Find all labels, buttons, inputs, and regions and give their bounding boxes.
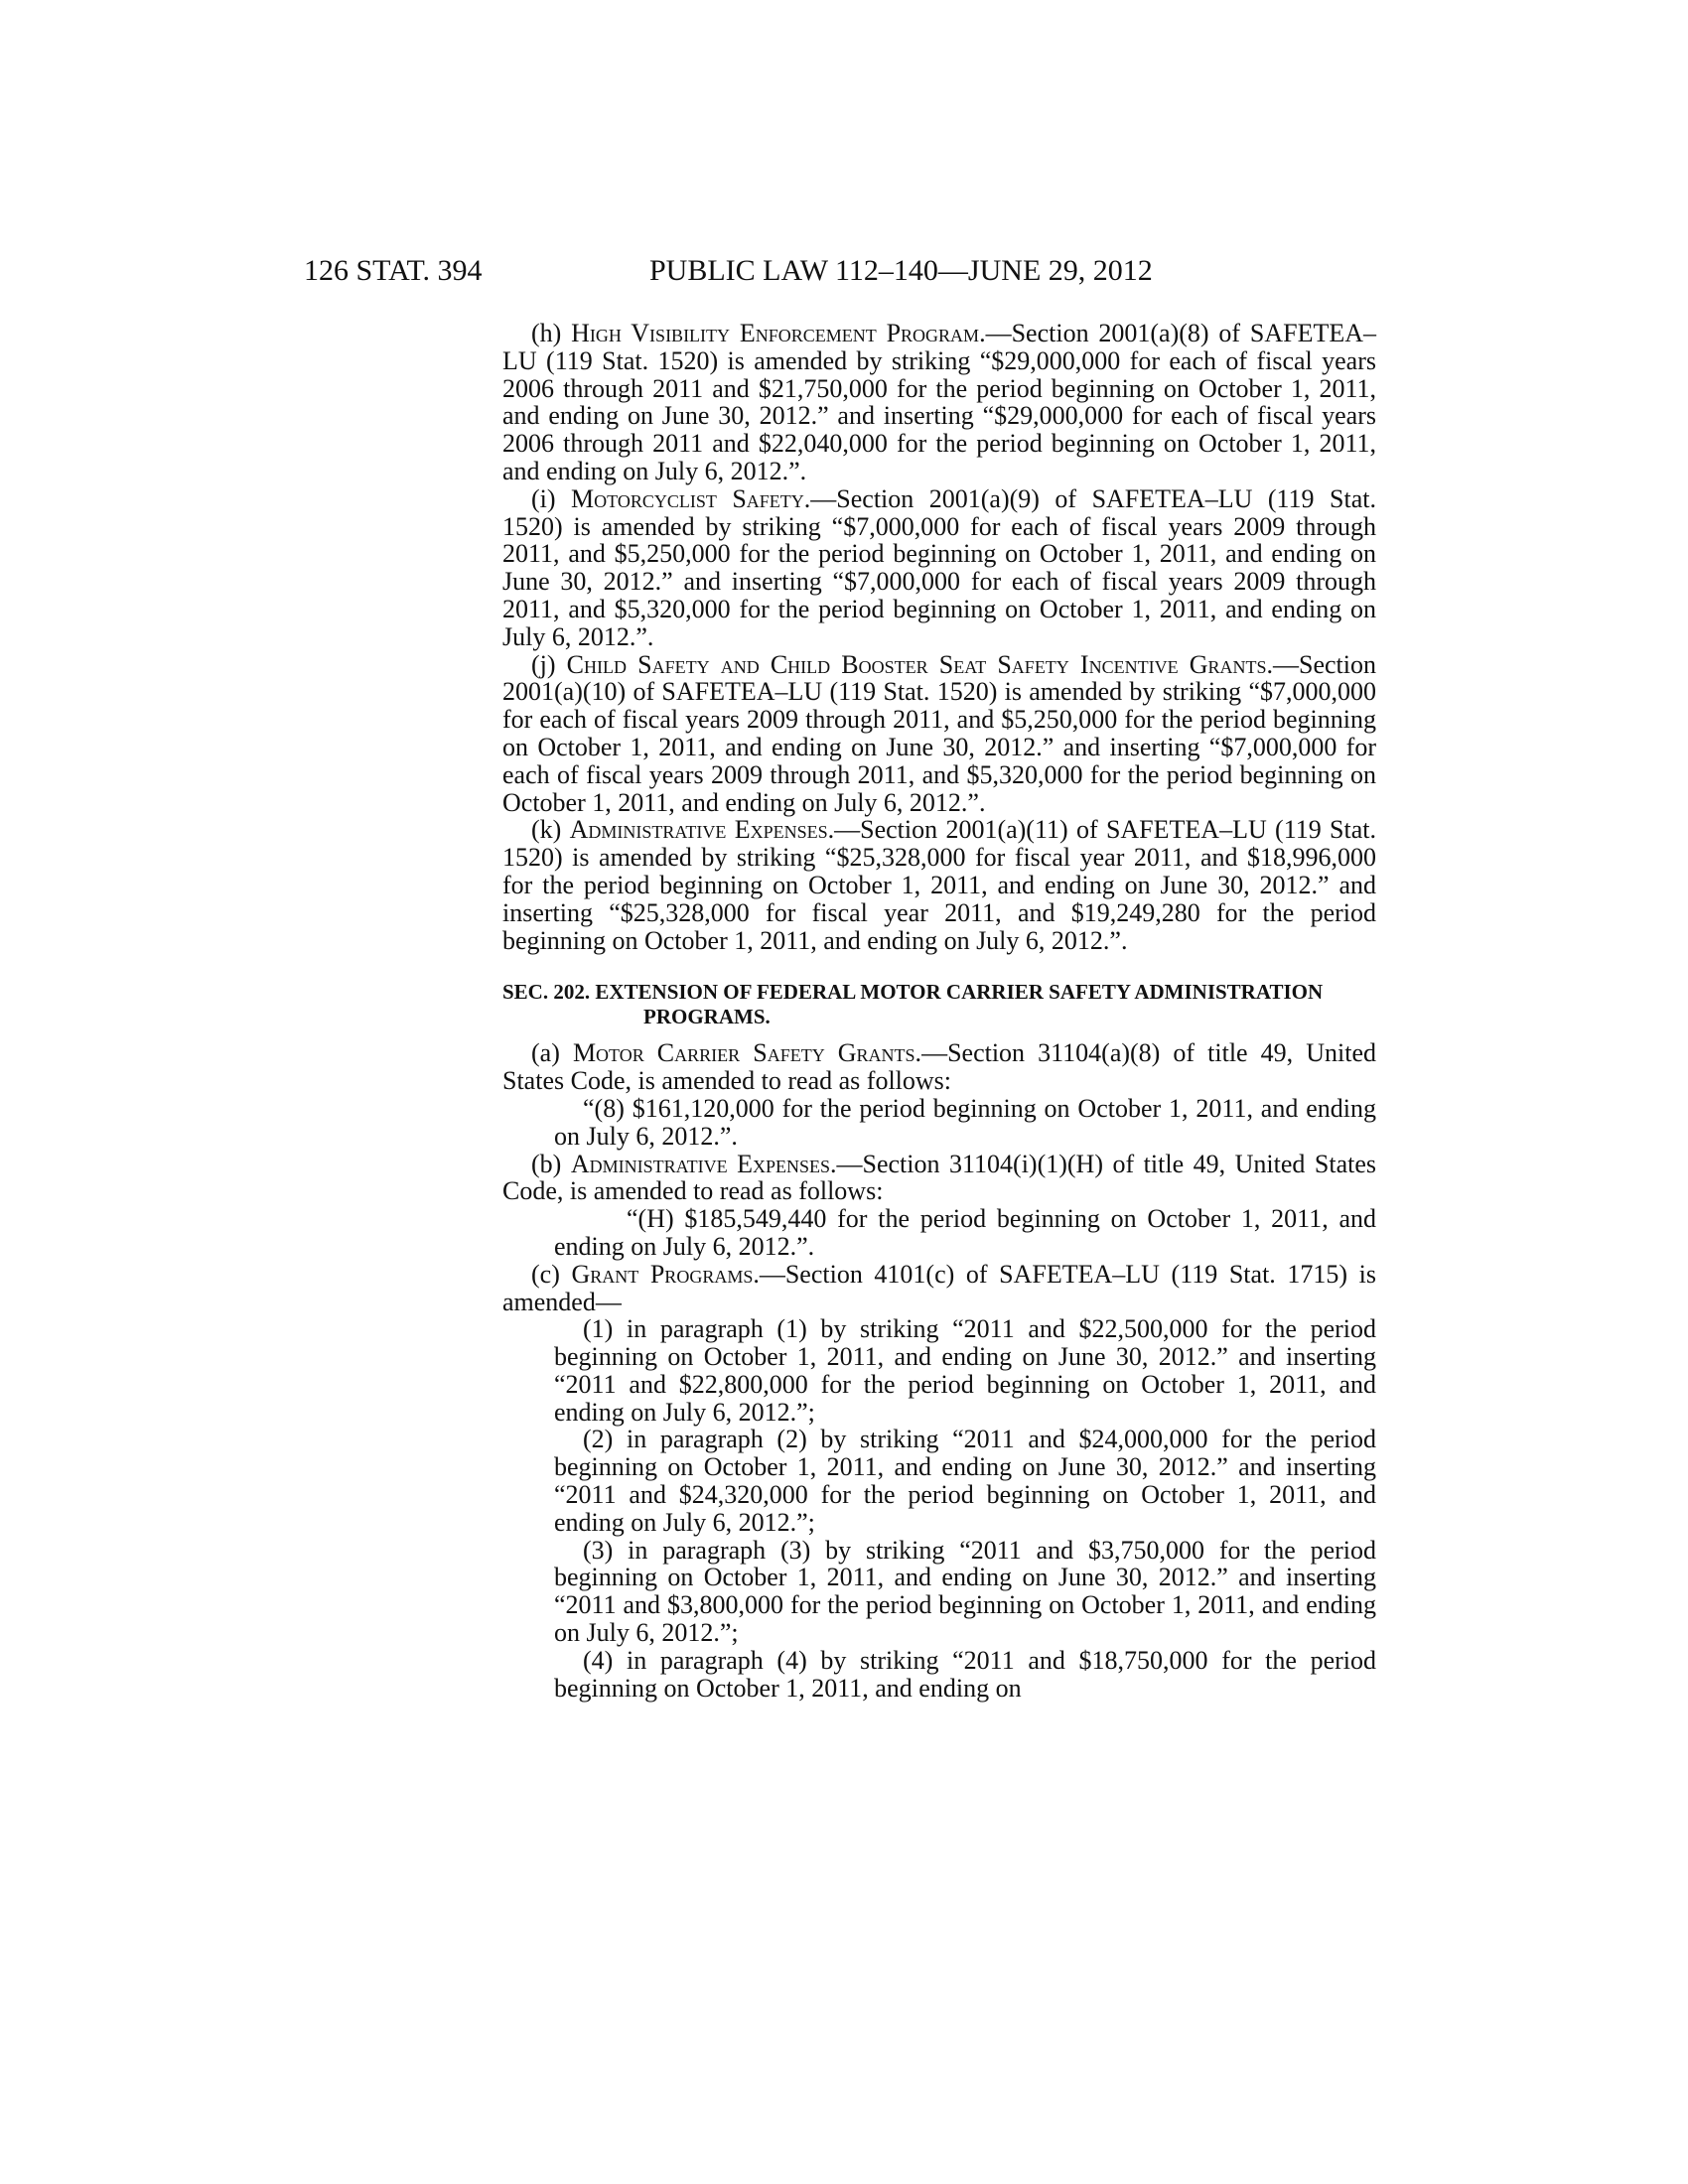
caption-motorcyclist-safety: Motorcyclist Safety. [571,483,811,513]
quoted-paragraph-8: “(8) $161,120,000 for the period beginning on October 1, 2011, and ending on July 6, 2012.”. [554,1093,1376,1151]
caption-administrative-expenses-b: Administrative Expenses. [570,1149,837,1178]
clause-c4: (4) in paragraph (4) by striking “2011 and $18,750,000 for the period beginning on October 1, 2011, and ending on [554,1645,1376,1703]
section-heading-202: SEC. 202. EXTENSION OF FEDERAL MOTOR CARRIER SAFETY ADMINISTRATION PROGRAMS. [502,980,1324,1029]
caption-grant-programs: Grant Programs. [571,1259,760,1289]
paragraph-a: (a) Motor Carrier Safety Grants.—Section 31104(a)(8) of title 49, United States Code, is amended to read as follows: [502,1038,1376,1096]
caption-motor-carrier-safety-grants: Motor Carrier Safety Grants. [572,1038,922,1068]
clause-c2: (2) in paragraph (2) by striking “2011 and $24,000,000 for the period beginning on October 1, 2011, and ending on June 30, 2012.” and inserting “2011 and $24,320,000 for the period beginning on October 1, 2011, and ending on July 6, 2012.”; [554,1425,1376,1537]
stat-page-number: 126 STAT. 394 [304,254,483,287]
running-title: PUBLIC LAW 112–140—JUNE 29, 2012 [649,254,1153,287]
paragraph-i: (i) Motorcyclist Safety.—Section 2001(a)(9) of SAFETEA–LU (119 Stat. 1520) is amended by striking “$7,000,000 for each of fiscal years 2009 through 2011, and $5,250,000 for the period beginning on October 1, 2011, and ending on June 30, 2012.” and inserting “$7,000,000 for each of fiscal years 2009 through 2011, and $5,320,000 for the period beginning on October 1, 2011, and ending on July 6, 2012.”. [502,483,1376,651]
paragraph-b: (b) Administrative Expenses.—Section 31104(i)(1)(H) of title 49, United States Code, is amended to read as follows: [502,1149,1376,1206]
clause-c1: (1) in paragraph (1) by striking “2011 and $22,500,000 for the period beginning on October 1, 2011, and ending on June 30, 2012.” and inserting “2011 and $22,800,000 for the period beginning on October 1, 2011, and ending on July 6, 2012.”; [554,1314,1376,1427]
paragraph-c: (c) Grant Programs.—Section 4101(c) of SAFETEA–LU (119 Stat. 1715) is amended— [502,1259,1377,1316]
clause-c3: (3) in paragraph (3) by striking “2011 and $3,750,000 for the period beginning on October 1, 2011, and ending on June 30, 2012.” and inserting “2011 and $3,800,000 for the period beginning on October 1, 2011, and ending on July 6, 2012.”; [554,1535,1376,1648]
caption-high-visibility: High Visibility Enforcement Program. [571,319,986,347]
paragraph-j: (j) Child Safety and Child Booster Seat Safety Incentive Grants.—Section 2001(a)(10) of SAFETEA–LU (119 Stat. 1520) is amended by striking “$7,000,000 for each of fiscal years 2009 through 2011, and $5,250,000 for the period beginning on October 1, 2011, and ending on June 30, 2012.” and inserting “$7,000,000 for each of fiscal years 2009 through 2011, and $5,320,000 for the period beginning on October 1, 2011, and ending on July 6, 2012.”. [502,649,1376,817]
caption-child-safety: Child Safety and Child Booster Seat Safety Incentive Grants. [566,649,1273,679]
page-header [304,251,1227,291]
paragraph-k: (k) Administrative Expenses.—Section 2001(a)(11) of SAFETEA–LU (119 Stat. 1520) is amended by striking “$25,328,000 for fiscal year 2011, and $18,996,000 for the period beginning on October 1, 2011, and ending on June 30, 2012.” and inserting “$25,328,000 for fiscal year 2011, and $19,249,280 for the period beginning on October 1, 2011, and ending on July 6, 2012.”. [502,815,1376,955]
quoted-subparagraph-h: “(H) $185,549,440 for the period beginning on October 1, 2011, and ending on July 6, 2012.”. [554,1204,1376,1261]
caption-administrative-expenses: Administrative Expenses. [569,815,835,845]
paragraph-h: (h) High Visibility Enforcement Program.—Section 2001(a)(8) of SAFETEA–LU (119 Stat. 1520) is amended by striking “$29,000,000 for each of fiscal years 2006 through 2011 and $21,750,000 for the period beginning on October 1, 2011, and ending on June 30, 2012.” and inserting “$29,000,000 for each of fiscal years 2006 through 2011 and $22,040,000 for the period beginning on October 1, 2011, and ending on July 6, 2012.”. [502,319,1376,485]
statute-body [502,320,1376,1702]
